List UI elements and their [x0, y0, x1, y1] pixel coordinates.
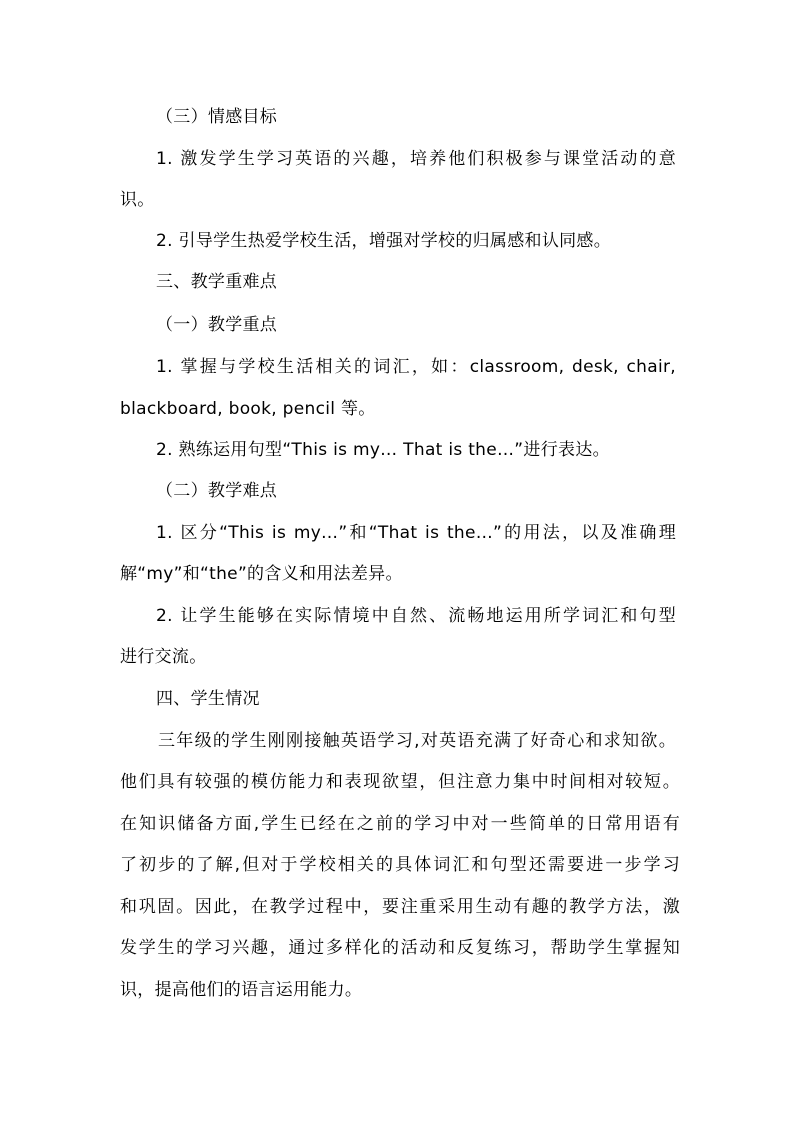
paragraph-line: 他们具有较强的模仿能力和表现欲望，但注意力集中时间相对较短。 [120, 772, 680, 792]
subheading-difficult-points: （二）教学难点 [156, 481, 278, 501]
paragraph-line: 2. 熟练运用句型“This is my… That is the…”进行表达。 [156, 440, 610, 460]
paragraph-line: 识。 [120, 190, 155, 210]
paragraph-line: 进行交流。 [120, 647, 207, 667]
paragraph-line: 了初步的了解,但对于学校相关的具体词汇和句型还需要进一步学习 [120, 855, 680, 875]
paragraph-line: 2. 让学生能够在实际情境中自然、流畅地运用所学词汇和句型 [156, 606, 676, 626]
paragraph-line: 1. 区分“This is my…”和“That is the…”的用法，以及准确理 [156, 523, 676, 543]
paragraph-line: 1. 激发学生学习英语的兴趣，培养他们积极参与课堂活动的意 [156, 149, 676, 169]
paragraph-line: 在知识储备方面,学生已经在之前的学习中对一些简单的日常用语有 [120, 814, 680, 834]
paragraph-line: 识，提高他们的语言运用能力。 [120, 980, 363, 1000]
paragraph-line: blackboard, book, pencil 等。 [120, 399, 376, 419]
section-heading-student-situation: 四、学生情况 [156, 689, 260, 709]
paragraph-line: 三年级的学生刚刚接触英语学习,对英语充满了好奇心和求知欲。 [158, 731, 676, 751]
section-heading-key-difficult-points: 三、教学重难点 [156, 272, 278, 292]
subheading-emotional-goals: （三）情感目标 [156, 107, 278, 127]
paragraph-line: 发学生的学习兴趣，通过多样化的活动和反复练习，帮助学生掌握知 [120, 938, 680, 958]
paragraph-line: 1. 掌握与学校生活相关的词汇，如：classroom, desk, chair, [156, 357, 676, 377]
paragraph-line: 和巩固。因此，在教学过程中，要注重采用生动有趣的教学方法，激 [120, 897, 680, 917]
paragraph-line: 解“my”和“the”的含义和用法差异。 [120, 564, 403, 584]
paragraph-line: 2. 引导学生热爱学校生活，增强对学校的归属感和认同感。 [156, 231, 612, 251]
subheading-key-points: （一）教学重点 [156, 315, 278, 335]
